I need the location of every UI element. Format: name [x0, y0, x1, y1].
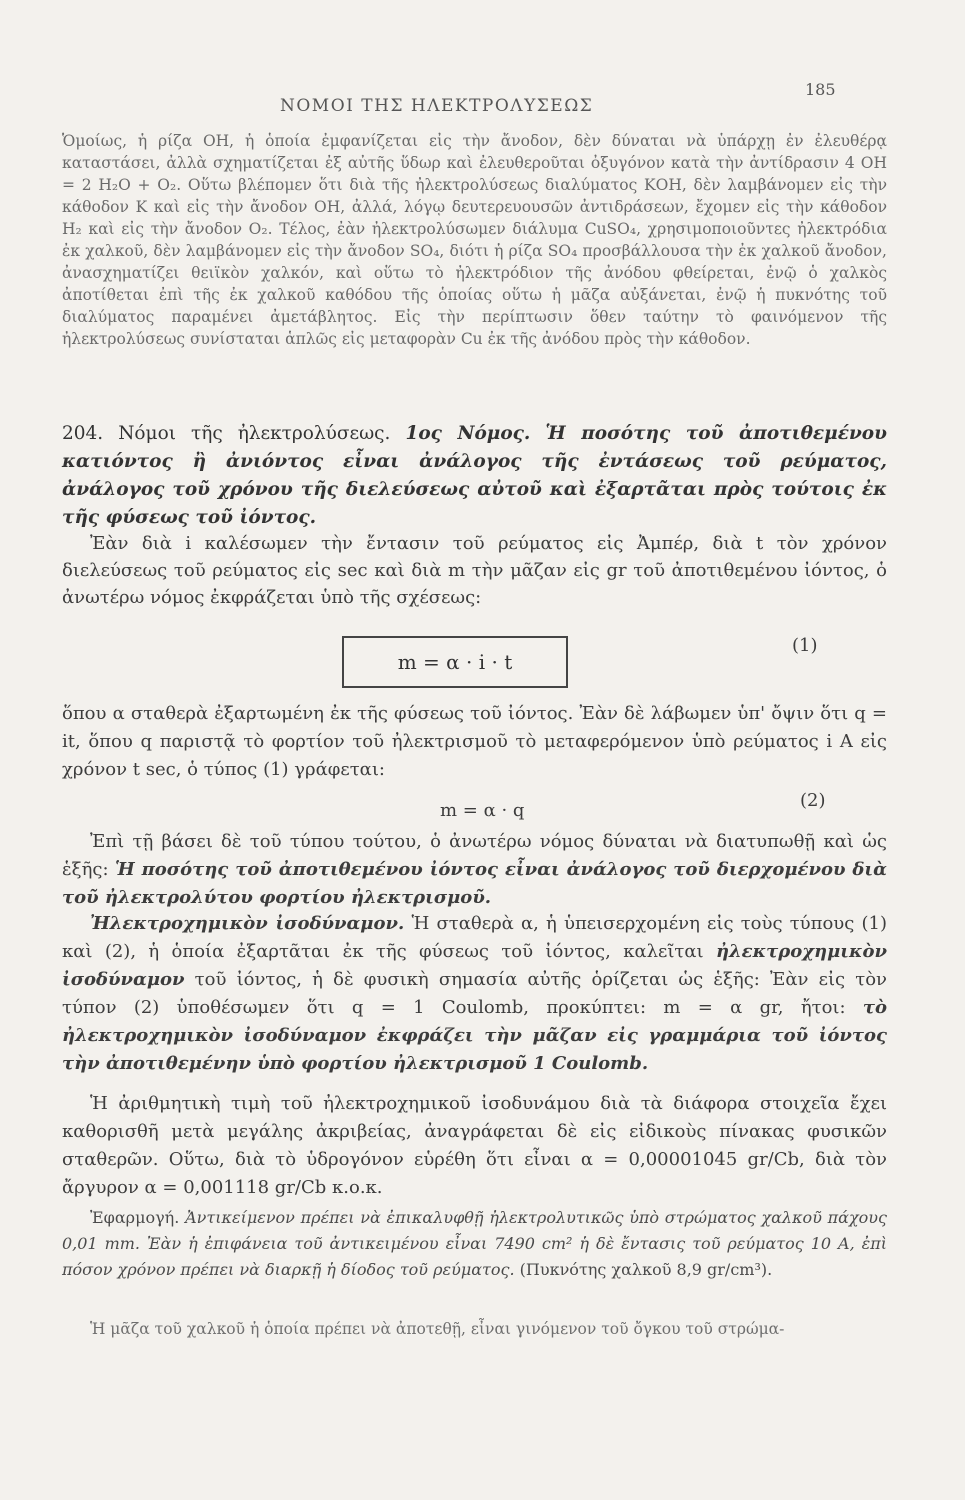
- law-label: 1ος Νόμος.: [405, 423, 531, 444]
- term-text-2: τοῦ ἰόντος, ἡ δὲ φυσικὴ σημασία αὐτῆς ὁρίζεται ὡς ἑξῆς: Ἐὰν εἰς τὸν τύπον (2) ὑποθέσωμεν ὅτι q = 1 Coulomb, προκύπτει: m = α gr, ἤτοι:: [62, 969, 887, 1018]
- section-number: 204.: [62, 423, 104, 444]
- application-text: Ἀντικείμενον πρέπει νὰ ἐπικαλυφθῇ ἠλεκτρολυτικῶς ὑπὸ στρώματος χαλκοῦ πάχους 0,01 mm. Ἐὰν ἡ ἐπιφάνεια τοῦ ἀντικειμένου εἶναι 7490 cm² ἡ δὲ ἔντασις τοῦ ρεύματος 10 A, ἐπὶ πόσον χρόνον πρέπει νὰ διαρκῇ ἡ δίοδος τοῦ ρεύματος.: [62, 1208, 887, 1279]
- page-number: 185: [805, 80, 836, 99]
- paragraph-charge: ὅπου α σταθερὰ ἐξαρτωμένη ἐκ τῆς φύσεως τοῦ ἰόντος. Ἐὰν δὲ λάβωμεν ὑπ' ὄψιν ὅτι q = it, ὅπου q παριστᾷ τὸ φορτίον τοῦ ἠλεκτρισμοῦ τὸ μεταφερόμενον ὑπὸ ρεύματος i A εἰς χρόνον t sec, ὁ τύπος (1) γράφεται:: [62, 703, 887, 780]
- equation-2: m = α · q: [440, 800, 525, 821]
- law-statement: Ἡ ποσότης τοῦ ἀποτιθεμένου κατιόντος ἢ ἀνιόντος εἶναι ἀνάλογος τῆς ἐντάσεως τοῦ ρεύματος, ἀνάλογος τοῦ χρόνου τῆς διελεύσεως αὐτοῦ καὶ ἐξαρτᾶται πρὸς τούτοις ἐκ τῆς φύσεως τοῦ ἰόντος.: [62, 423, 887, 528]
- law-restated: Ἡ ποσότης τοῦ ἀποτιθεμένου ἰόντος εἶναι ἀνάλογος τοῦ διερχομένου διὰ τοῦ ἠλεκτρολύτου φορτίου ἠλεκτρισμοῦ.: [62, 859, 887, 908]
- equation-2-number: (2): [800, 790, 826, 811]
- term-heading: Ἠλεκτροχημικὸν ἰσοδύναμον.: [90, 913, 405, 934]
- equation-1-number: (1): [792, 635, 818, 656]
- running-header: ΝΟΜΟΙ ΤΗΣ ΗΛΕΚΤΡΟΛΥΣΕΩΣ: [280, 96, 594, 116]
- term-text-1: Ἡ σταθερὰ α, ἡ ὑπεισερχομένη εἰς τοὺς τύπους (1) καὶ (2), ἡ ὁποία ἐξαρτᾶται ἐκ τῆς φύσεως τοῦ ἰόντος, καλεῖται: [62, 913, 887, 962]
- law-lead: Ἐπὶ τῇ βάσει δὲ τοῦ τύπου τούτου, ὁ ἀνωτέρω νόμος δύναται νὰ διατυπωθῇ καὶ ὡς ἑξῆς:: [62, 831, 887, 880]
- paragraph-solution: Ἡ μᾶζα τοῦ χαλκοῦ ἡ ὁποία πρέπει νὰ ἀποτεθῇ, εἶναι γινόμενον τοῦ ὄγκου τοῦ στρώμα-: [90, 1320, 785, 1338]
- paragraph-electrochemical-equivalent: [62, 910, 887, 1078]
- equation-box: [342, 636, 568, 688]
- paragraph-application: [62, 1205, 887, 1283]
- term-definition: τὸ ἠλεκτροχημικὸν ἰσοδύναμον ἐκφράζει τὴν μᾶζαν εἰς γραμμάρια τοῦ ἰόντος τὴν ἀποτιθεμένην ὑπὸ φορτίου ἠλεκτρισμοῦ 1 Coulomb.: [62, 997, 887, 1074]
- paragraph-values: Ἡ ἀριθμητικὴ τιμὴ τοῦ ἠλεκτροχημικοῦ ἰσοδυνάμου διὰ τὰ διάφορα στοιχεῖα ἔχει καθορισθῆ μετὰ μεγάλης ἀκριβείας, ἀναγράφεται δὲ εἰς εἰδικοὺς πίνακας φυσικῶν σταθερῶν. Οὕτω, διὰ τὸ ὑδρογόνον εὑρέθη ὅτι εἶναι α = 0,00001045 gr/Cb, διὰ τὸν ἄργυρον α = 0,001118 gr/Cb κ.ο.κ.: [62, 1093, 887, 1198]
- term-inline: ἠλεκτροχημικὸν ἰσοδύναμον: [62, 941, 887, 990]
- paragraph-definitions: Ἐὰν διὰ i καλέσωμεν τὴν ἔντασιν τοῦ ρεύματος εἰς Ἀμπέρ, διὰ t τὸν χρόνον διελεύσεως τοῦ ρεύματος εἰς sec καὶ διὰ m τὴν μᾶζαν εἰς gr τοῦ ἀποτιθεμένου ἰόντος, ὁ ἀνωτέρω νόμος ἐκφράζεται ὑπὸ τῆς σχέσεως:: [62, 533, 887, 608]
- paragraph-law-restated: [62, 828, 887, 912]
- equation-1: m = α · i · t: [397, 650, 513, 674]
- application-label: Ἐφαρμογή.: [90, 1208, 180, 1227]
- section-title: Νόμοι τῆς ἠλεκτρολύσεως.: [118, 423, 391, 444]
- application-note: (Πυκνότης χαλκοῦ 8,9 gr/cm³).: [519, 1260, 773, 1279]
- paragraph-hydroxyl: Ὁμοίως, ἡ ρίζα ΟΗ, ἡ ὁποία ἐμφανίζεται εἰς τὴν ἄνοδον, δὲν δύναται νὰ ὑπάρχῃ ἐν ἐλευθέρᾳ καταστάσει, ἀλλὰ σχηματίζεται ἐξ αὐτῆς ὕδωρ καὶ ἐλευθεροῦται ὀξυγόνον κατὰ τὴν ἀντίδρασιν 4 ΟΗ = 2 H₂O + O₂. Οὕτω βλέπομεν ὅτι διὰ τῆς ἠλεκτρολύσεως διαλύματος ΚΟΗ, δὲν λαμβάνομεν εἰς τὴν κάθοδον Κ καὶ εἰς τὴν ἄνοδον ΟΗ, ἀλλά, λόγῳ δευτερευουσῶν ἀντιδράσεων, ἔχομεν εἰς τὴν κάθοδον H₂ καὶ εἰς τὴν ἄνοδον O₂. Τέλος, ἐὰν ἠλεκτρολύσωμεν διάλυμα CuSO₄, χρησιμοποιοῦντες ἠλεκτρόδια ἐκ χαλκοῦ, δὲν λαμβάνομεν εἰς τὴν ἄνοδον SO₄, διότι ἡ ρίζα SO₄ προσβάλλουσα τὴν ἐκ χαλκοῦ ἄνοδον, ἀνασχηματίζει θειϊκὸν χαλκόν, καὶ οὕτω τὸ ἠλεκτρόδιον τῆς ἀνόδου φθείρεται, ἐνῷ ὁ χαλκὸς ἀποτίθεται ἐπὶ τῆς ἐκ χαλκοῦ καθόδου τῆς ὁποίας οὕτω ἡ μᾶζα αὐξάνεται, ἐνῷ ἡ πυκνότης τοῦ διαλύματος παραμένει ἀμετάβλητος. Εἰς τὴν περίπτωσιν ὅθεν ταύτην τὸ φαινόμενον τῆς ἠλεκτρολύσεως συνίσταται ἁπλῶς εἰς μεταφορὰν Cu ἐκ τῆς ἀνόδου πρὸς τὴν κάθοδον.: [62, 132, 887, 348]
- section-204: [62, 420, 887, 532]
